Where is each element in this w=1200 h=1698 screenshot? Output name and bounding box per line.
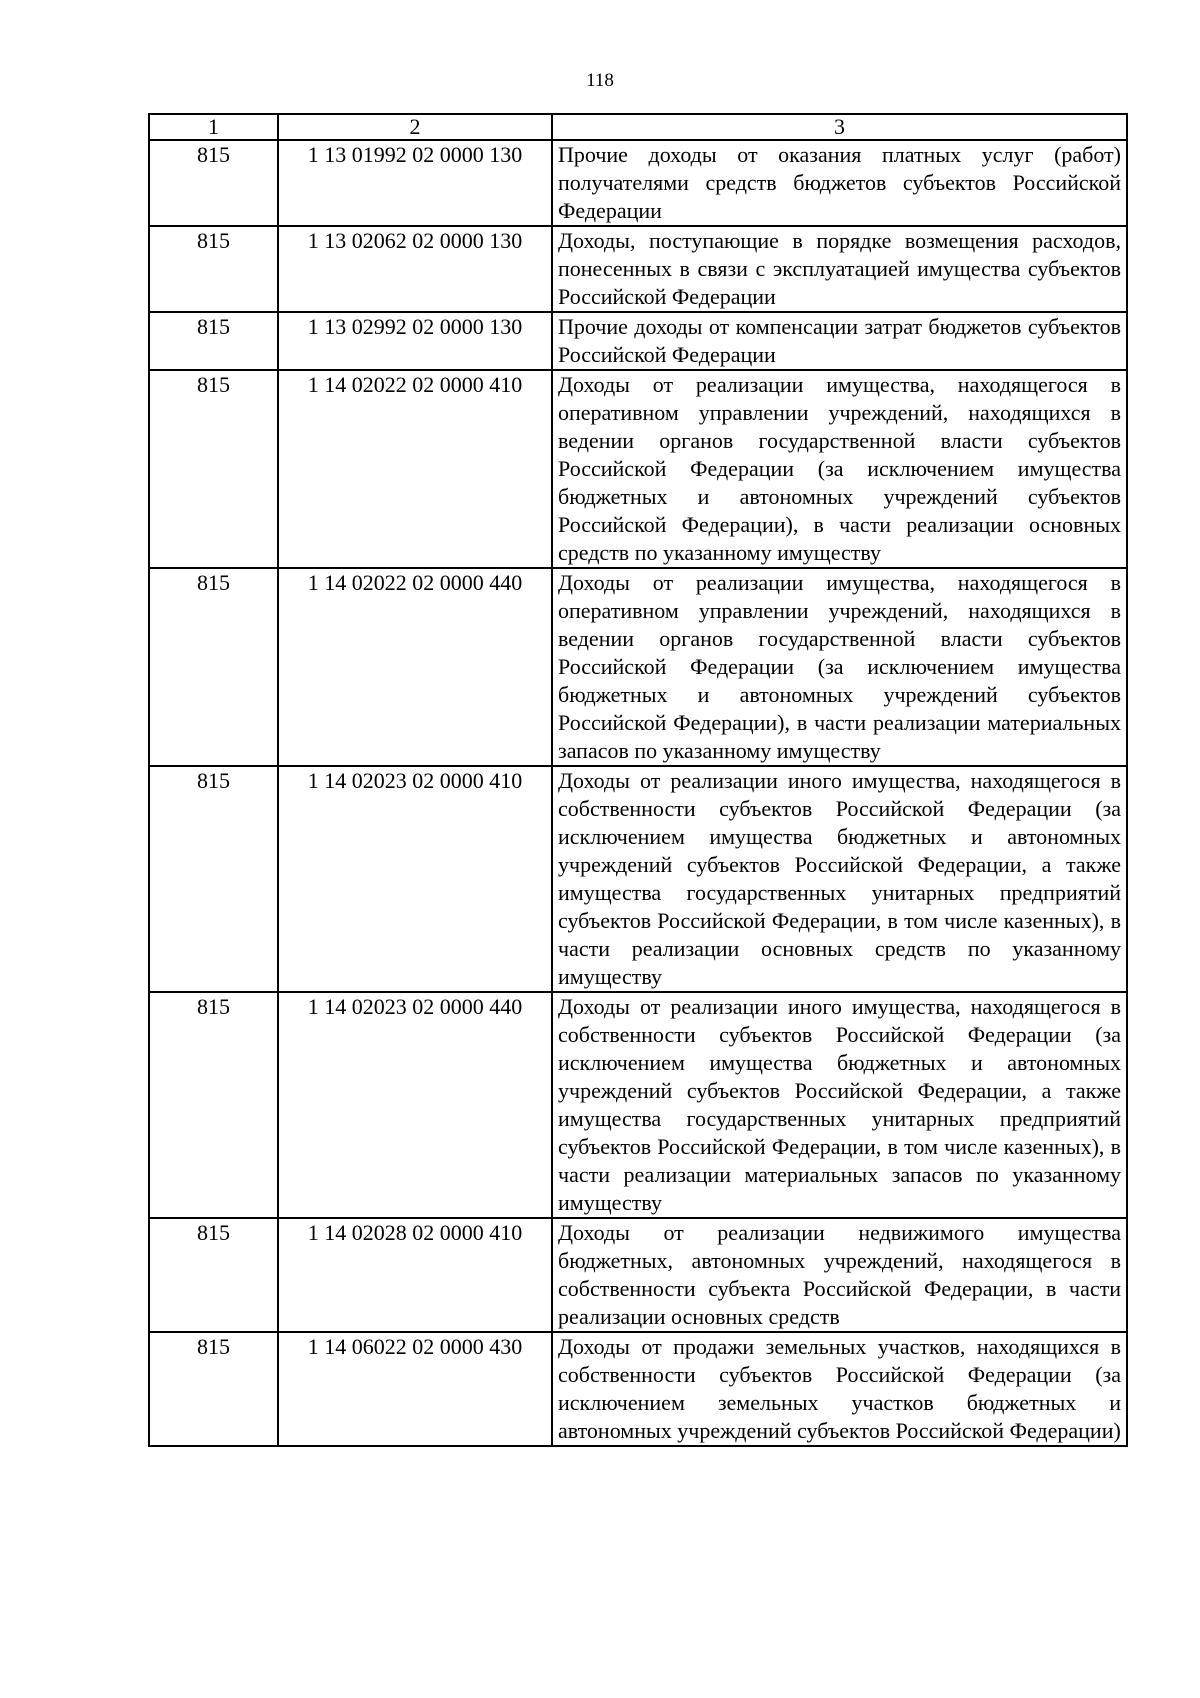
revenue-name-cell: Доходы от реализации недвижимого имущества бюджетных, автономных учреждений, находящегося в собственности субъекта Российской Федерации, в части реализации основных средств — [552, 1218, 1127, 1332]
page-number: 118 — [586, 70, 614, 91]
admin-code-cell: 815 — [149, 370, 278, 568]
revenue-name-cell: Доходы от реализации иного имущества, находящегося в собственности субъектов Российской Федерации (за исключением имущества бюджетных и автономных учреждений субъектов Российской Федерации, а также имущества государственных унитарных предприятий субъектов Российской Федерации, в том числе казенных), в части реализации материальных запасов по указанному имуществу — [552, 992, 1127, 1218]
admin-code-cell: 815 — [149, 140, 278, 226]
table-row — [149, 766, 1127, 992]
revenue-code-cell: 1 14 02028 02 0000 410 — [278, 1218, 552, 1332]
revenue-code-cell: 1 13 02992 02 0000 130 — [278, 312, 552, 370]
revenue-code-cell: 1 14 02022 02 0000 440 — [278, 568, 552, 766]
table-row — [149, 312, 1127, 370]
admin-code-cell: 815 — [149, 1218, 278, 1332]
table-row — [149, 140, 1127, 226]
revenue-code-cell: 1 13 02062 02 0000 130 — [278, 226, 552, 312]
admin-code-cell: 815 — [149, 992, 278, 1218]
revenue-name-cell: Прочие доходы от оказания платных услуг (работ) получателями средств бюджетов субъектов Российской Федерации — [552, 140, 1127, 226]
admin-code-cell: 815 — [149, 568, 278, 766]
revenue-code-cell: 1 13 01992 02 0000 130 — [278, 140, 552, 226]
table-row — [149, 568, 1127, 766]
admin-code-cell: 815 — [149, 312, 278, 370]
table-header-row — [149, 114, 1127, 140]
column-header-2: 2 — [278, 114, 552, 140]
table-row — [149, 992, 1127, 1218]
revenue-code-cell: 1 14 02023 02 0000 410 — [278, 766, 552, 992]
revenue-name-cell: Доходы от реализации имущества, находящегося в оперативном управлении учреждений, находящихся в ведении органов государственной власти субъектов Российской Федерации (за исключением имущества бюджетных и автономных учреждений субъектов Российской Федерации), в части реализации основных средств по указанному имуществу — [552, 370, 1127, 568]
admin-code-cell: 815 — [149, 226, 278, 312]
admin-code-cell: 815 — [149, 1332, 278, 1446]
revenue-code-cell: 1 14 02023 02 0000 440 — [278, 992, 552, 1218]
table-row — [149, 226, 1127, 312]
revenue-code-table — [148, 113, 1128, 1447]
revenue-code-cell: 1 14 02022 02 0000 410 — [278, 370, 552, 568]
admin-code-cell: 815 — [149, 766, 278, 992]
revenue-name-cell: Доходы, поступающие в порядке возмещения расходов, понесенных в связи с эксплуатацией имущества субъектов Российской Федерации — [552, 226, 1127, 312]
revenue-name-cell: Доходы от реализации имущества, находящегося в оперативном управлении учреждений, находящихся в ведении органов государственной власти субъектов Российской Федерации (за исключением имущества бюджетных и автономных учреждений субъектов Российской Федерации), в части реализации материальных запасов по указанному имуществу — [552, 568, 1127, 766]
column-header-3: 3 — [552, 114, 1127, 140]
table-row — [149, 370, 1127, 568]
table-row — [149, 1218, 1127, 1332]
revenue-name-cell: Доходы от реализации иного имущества, находящегося в собственности субъектов Российской Федерации (за исключением имущества бюджетных и автономных учреждений субъектов Российской Федерации, а также имущества государственных унитарных предприятий субъектов Российской Федерации, в том числе казенных), в части реализации основных средств по указанному имуществу — [552, 766, 1127, 992]
column-header-1: 1 — [149, 114, 278, 140]
revenue-name-cell: Прочие доходы от компенсации затрат бюджетов субъектов Российской Федерации — [552, 312, 1127, 370]
table-row — [149, 1332, 1127, 1446]
revenue-name-cell: Доходы от продажи земельных участков, находящихся в собственности субъектов Российской Федерации (за исключением земельных участков бюджетных и автономных учреждений субъектов Российской Федерации) — [552, 1332, 1127, 1446]
revenue-code-cell: 1 14 06022 02 0000 430 — [278, 1332, 552, 1446]
